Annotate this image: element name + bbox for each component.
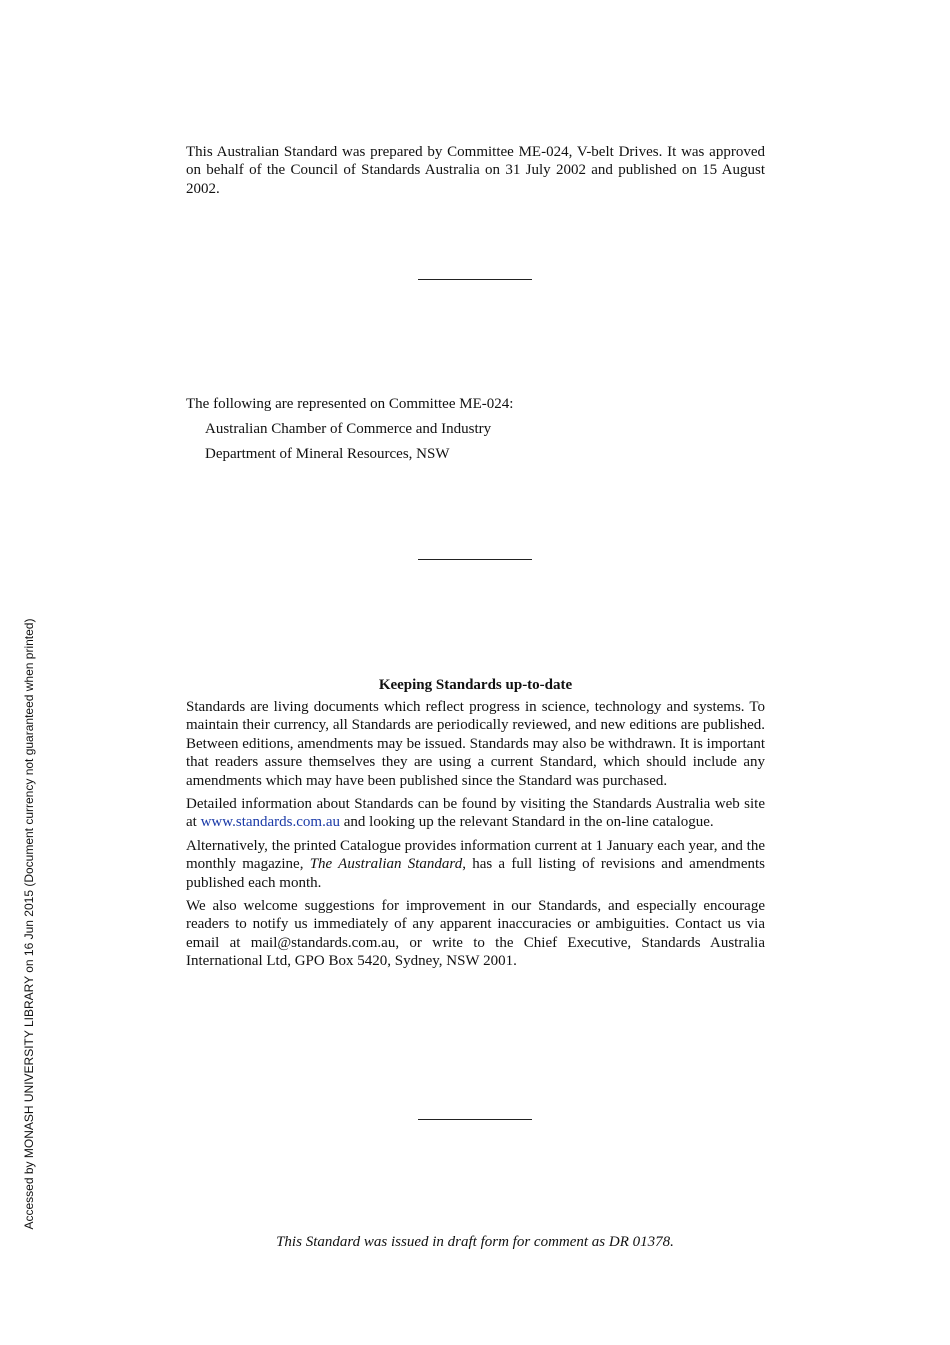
committee-member-list — [186, 420, 765, 463]
section-divider — [418, 1119, 532, 1120]
paragraph — [186, 795, 765, 832]
paragraph-text: , has a full listing of revisions and amendments published each month. — [186, 856, 765, 891]
draft-note: This Standard was issued in draft form for comment as DR 01378. — [276, 1234, 674, 1250]
section-divider — [418, 279, 532, 280]
section-divider — [418, 559, 532, 560]
paragraph-text: and looking up the relevant Standard in the on-line catalogue. — [340, 814, 714, 831]
committee-intro: The following are represented on Committee ME-024: — [186, 396, 514, 412]
access-watermark: Accessed by MONASH UNIVERSITY LIBRARY on 16 Jun 2015 (Document currency not guaranteed when printed) — [22, 618, 36, 1230]
paragraph — [186, 837, 765, 892]
website-link[interactable]: www.standards.com.au — [200, 814, 340, 831]
paragraph: We also welcome suggestions for improvement in our Standards, and especially encourage readers to notify us immediately of any apparent inaccuracies or ambiguities. Contact us via email at mail@standards.com.au, or write to the Chief Executive, Standards Australia International Ltd, GPO Box 5420, Sydney, NSW 2001. — [186, 898, 765, 970]
paragraph-text: Detailed information about Standards can be found by visiting the Standards Australia web site at — [186, 796, 765, 831]
magazine-title: The Australian Standard — [309, 856, 463, 873]
section-heading: Keeping Standards up-to-date — [378, 677, 573, 693]
paragraph: Standards are living documents which reflect progress in science, technology and systems. To maintain their currency, all Standards are periodically reviewed, and new editions are published. Between editions, amendments may be issued. Standards may also be withdrawn. It is important that readers assure themselves they are using a current Standard, which should include any amendments which may have been published since the Standard was purchased. — [186, 699, 765, 789]
keeping-standards-section — [186, 676, 765, 976]
paragraph-text: Alternatively, the printed Catalogue provides information current at 1 January each year, and the monthly magazine, — [186, 837, 765, 873]
committee-member: Department of Mineral Resources, NSW — [205, 446, 450, 462]
committee-member: Australian Chamber of Commerce and Industry — [205, 421, 492, 437]
committee-representation — [186, 395, 765, 463]
approval-statement: This Australian Standard was prepared by Committee ME-024, V-belt Drives. It was approved on behalf of the Council of Standards Australia on 31 July 2002 and published on 15 August 2002. — [186, 144, 765, 197]
